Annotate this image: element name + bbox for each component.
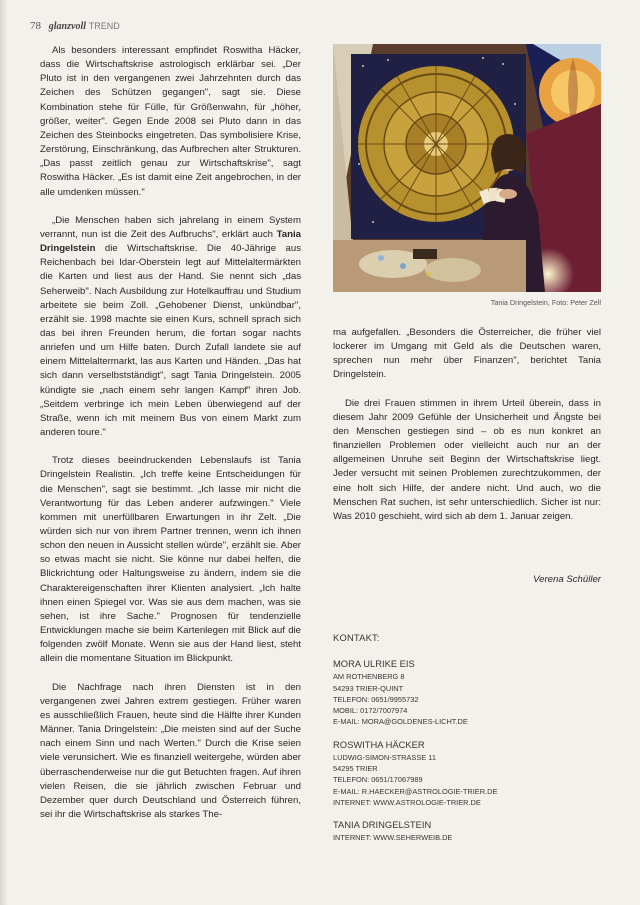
article-left-column — [40, 44, 301, 836]
paragraph — [40, 214, 301, 441]
page-header — [30, 20, 120, 32]
contact-title: KONTAKT: — [333, 632, 380, 643]
article-photo — [333, 44, 601, 292]
contact-line: LUDWIG-SIMON-STRASSE 11 — [333, 752, 436, 762]
section-name: TREND — [88, 21, 120, 31]
contact-name: MORA ULRIKE EIS — [333, 658, 415, 670]
page-binding-edge — [0, 0, 8, 905]
contact-entry — [333, 818, 601, 843]
paragraph: Die Nachfrage nach ihren Diensten ist in den vergangenen zwei Jahren extrem gestiegen. Früher waren es ausschließlich Frauen, heute sind die Hälfte ihrer Kunden Männer. Tania Dringelstein: „Die meisten sind auf der Suche nach einem Sinn und nach Werten." Durch die Krise seien viele verunsichert. Wie es finanziell weitergehe, würden aber überraschenderweise nur die gut Betuchten fragen. Auf ihren vielen Reisen, die sie jährlich zwischen Februar und Dezember quer durch Deutschland und Österreich führen, sei ihr die Wirtschaftskrise als starkes The- — [40, 681, 301, 820]
magazine-brand: glanzvoll — [48, 21, 87, 32]
contact-line: 54293 TRIER-QUINT — [333, 683, 404, 693]
paragraph-text: „Die Menschen haben sich jahrelang in einem System verrannt, nun ist die Zeit des Aufbruchs", erklärt auch — [40, 214, 301, 240]
contact-box — [333, 632, 601, 854]
photo-caption: Tania Dringelstein, Foto: Peter Zell — [490, 298, 601, 307]
contact-line: 54295 TRIER — [333, 764, 378, 774]
person-name-highlight: Tania Dringelstein — [40, 228, 301, 255]
fortune-teller-photo — [333, 44, 601, 292]
contact-email: E-MAIL: R.HAECKER@ASTROLOGIE-TRIER.DE — [333, 786, 498, 796]
paragraph: Die drei Frauen stimmen in ihrem Urteil überein, dass in diesem Jahr 2009 Gefühle der Unsicherheit und Ängste bei den Menschen gestiegen sind – ob es nun konkret an finanziellen Problemen oder vielleicht auch nur an der allgemeinen Unruhe seit Beginn der Wirtschaftskrise liegt. Jeder versucht mit seinen Problemen zurechtzukommen, der eine holt sich Hilfe, der andere nicht. Und auch, wo die Menschen Rat suchen, ist sehr unterschiedlich. Sicher ist nur: Was 2010 geschieht, wird sich ab dem 1. Januar zeigen. — [333, 397, 601, 522]
paragraph: Trotz dieses beeindruckenden Lebenslaufs ist Tania Dringelstein Realistin. „Ich treffe keine Entscheidungen für die Menschen", sagt sie bestimmt. „Ich lasse mir nicht die Verantwortung für das Leben anderer aufzwingen." Viele kommen mit unerfüllbaren Erwartungen in ihr Zelt. „Die würden sich nur von ihrem Partner trennen, wenn ich ihnen schon den neuen in Aussicht stellen würde", erzählt sie. Aber so etwas macht sie nicht. Sie könne nur dabei helfen, die Blickrichtung oder Haltungsweise zu ändern, indem sie die Charaktereigenschaften ihrer Klienten analysiert. „Ich halte ihnen einen Spiegel vor. Was sie aus dem machen, was sie sehen, ist ihre Sache." Prognosen für tendenzielle Entwicklungen mache sie beim Kartenlegen mit Blick auf die folgenden zwölf Monate. Wenn sie aus der Hand liest, steht allein die momentane Situation im Blickpunkt. — [40, 455, 301, 665]
contact-name: TANIA DRINGELSTEIN — [333, 819, 432, 831]
contact-name: ROSWITHA HÄCKER — [333, 738, 425, 750]
contact-phone: TELEFON: 0651/17067989 — [333, 775, 423, 785]
contact-website: INTERNET: WWW.SEHERWEIB.DE — [333, 833, 453, 843]
author-byline: Verena Schüller — [533, 574, 601, 585]
paragraph: Als besonders interessant empfindet Roswitha Häcker, dass die Wirtschaftskrise astrologisch erklärbar sei. „Der Pluto ist in den vergangenen zwei Jahrzehnten durch das Zeichen des Schützen gegangen", sagt sie. Diese Kombination stehe für Fülle, für Größenwahn, für „höher, größer, weiter". Gegen Ende 2008 sei Pluto dann in das Zeichen des Steinbocks eingetreten. Das symbolisiere Krise, Zerstörung, Einschränkung, das Aufbrechen alter Strukturen. „Das passt zeitlich genau zur Wirtschaftskrise", sagt Roswitha Häcker. „Es ist damit eine Zeit angebrochen, in der alle umdenken müssen." — [40, 45, 301, 198]
contact-mobile: MOBIL: 0172/7007974 — [333, 706, 408, 716]
page-number: 78 — [30, 20, 41, 32]
contact-email: E-MAIL: MORA@GOLDENES-LICHT.DE — [333, 717, 468, 727]
article-right-column — [333, 326, 601, 538]
contact-entry — [333, 738, 601, 808]
paragraph: ma aufgefallen. „Besonders die Österreicher, die früher viel lockerer im Umgang mit Geld als die Deutschen waren, sprechen nun mehr über Finanzen", berichtet Tania Dringelstein. — [333, 327, 601, 381]
contact-website: INTERNET: WWW.ASTROLOGIE-TRIER.DE — [333, 797, 481, 807]
contact-entry — [333, 657, 601, 727]
contact-line: AM ROTHENBERG 8 — [333, 672, 405, 682]
contact-phone: TELEFON: 0651/9955732 — [333, 694, 419, 704]
paragraph-text: die Wirtschaftskrise. Die 40-Jährige aus Reichenbach bei Idar-Oberstein legt auf Mittelaltermärkten die Karten und liest aus der Hand. Sie nennt sich „das Seherweib". Nach Ausbildung zur Hotelkauffrau und Studium arbeitete sie beim Zoll. „Gehobener Dienst, unkündbar", erzählt sie. 1998 machte sie einen Kurs, schnell sprach sich das bei ihren Freunden herum, die fortan sogar nachts anriefen und um Hilfe baten. Durch Zufall landete sie auf einem Mittelaltermarkt, las aus Karten und Händen. „Das hat sich dann verselbstständigt", sagt Tania Dringelstein. 2005 kündigte sie „nach einem sehr langen Kampf" ihren Job. „Seitdem verbringe ich mein Leben überwiegend auf der Straße, wenn ich mit meinem Bus von einem Markt zum anderen toure." — [40, 243, 301, 439]
